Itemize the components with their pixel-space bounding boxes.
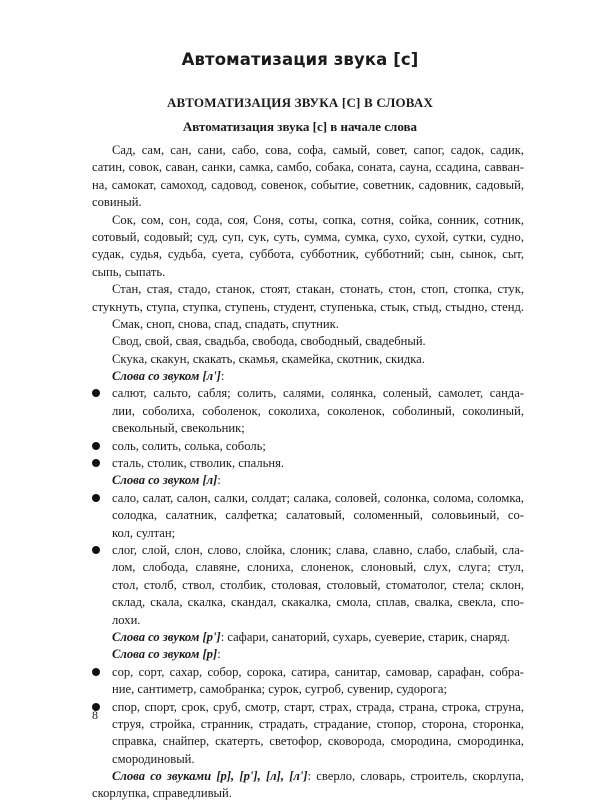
text-line: Сок, сом, сон, сода, соя, Соня, соты, сопка, сотня, сойка, сонник, сотник, (112, 212, 524, 227)
document-body (92, 142, 524, 803)
text-line: сатин, совок, саван, санки, самка, самбо, собака, соната, сауна, ссадина, савван- (92, 160, 524, 175)
text-line: лом, слобода, славяне, слониха, слоненок, слоновый, слух, слуга; стул, (112, 560, 524, 575)
text-line: свекольный, свекольник; (112, 421, 245, 436)
group-label: Слова со звуком [л] (112, 473, 218, 488)
text-line: струя, стройка, странник, страдать, страдание, стопор, сторона, сторонка, (112, 716, 524, 731)
bullet-text: соль, солить, солька, соболь; (112, 438, 266, 453)
text-line: смородиновый. (112, 751, 195, 766)
text-line: Свод, свой, свая, свадьба, свобода, свободный, свадебный. (112, 334, 426, 349)
bullet-item (92, 699, 524, 716)
text-line: Смак, сноп, снова, спад, спадать, спутник. (112, 316, 339, 331)
text-line: лохи. (112, 612, 141, 627)
text-line: судак, судья, судьба, суета, суббота, субботник, субботний; сын, сынок, сыт, (92, 247, 524, 262)
text-line: совиный. (92, 195, 142, 210)
bullet-dot-icon (92, 442, 100, 450)
group-label: Слова со звуком [р'] (112, 629, 221, 644)
group-inline-text: сафари, санаторий, сухарь, суеверие, старик, снаряд. (227, 629, 510, 644)
bullet-text: сталь, столик, стволик, спальня. (112, 456, 285, 471)
group-label-suffix: : (217, 647, 221, 662)
bullet-item (92, 664, 524, 681)
page-title: Автоматизация звука [с] (181, 50, 419, 69)
text-line: Скука, скакун, скакать, скамья, скамейка, скотник, скидка. (112, 351, 425, 366)
bullet-text: спор, спорт, срок, сруб, смотр, старт, страх, страда, страна, строка, струна, (112, 699, 524, 714)
text-line: стукнуть, ступа, ступка, ступень, студент, ступенька, стык, стыд, стыдно, стенд. (92, 299, 524, 314)
page-number: 8 (92, 708, 98, 722)
text-line: кол, султан; (112, 525, 176, 540)
bullet-dot-icon (92, 389, 100, 397)
group-label-suffix: : (220, 629, 225, 644)
group-label-line (92, 768, 524, 785)
text-line: сотовый, содовый; суд, суп, сук, суть, сумма, сумка, сухо, сухой, сутки, судно, (92, 229, 524, 244)
bullet-text: сор, сорт, сахар, собор, сорока, сатира, санитар, самовар, сарафан, собра- (112, 664, 524, 679)
bullet-item (92, 438, 524, 455)
text-line: склад, скала, скалка, скандал, скакалка, смола, сплав, свалка, свекла, спо- (112, 595, 524, 610)
bullet-dot-icon (92, 459, 100, 467)
group-label-line (92, 629, 524, 646)
group-label-suffix: : (217, 473, 221, 488)
group-label-line (92, 368, 524, 385)
text-line: Стан, стая, стадо, станок, стоят, стакан, стонать, стон, стоп, стопка, стук, (112, 282, 524, 297)
group-label-suffix: : (307, 769, 312, 784)
text-line: скорлупка, справедливый. (92, 786, 232, 801)
bullet-item (92, 385, 524, 402)
group-label: Слова со звуком [л'] (112, 369, 221, 384)
text-line: солодка, салатник, салфетка; салатовый, соломенный, соловьиный, со- (112, 508, 524, 523)
text-line: ние, сантиметр, самобранка; сурок, сугроб, сувенир, судорога; (112, 682, 447, 697)
text-line: на, самокат, самоход, садовод, совенок, событие, советник, садовник, садовый, (92, 177, 524, 192)
text-line: Сад, сам, сан, сани, сабо, сова, софа, самый, совет, сапог, садок, садик, (112, 143, 524, 157)
section-heading: АВТОМАТИЗАЦИЯ ЗВУКА [С] В СЛОВАХ (166, 95, 434, 110)
bullet-item (92, 542, 524, 559)
bullet-text: сало, салат, салон, салки, солдат; салака, соловей, солонка, солома, соломка, (112, 490, 524, 505)
bullet-text: салют, сальто, сабля; солить, салями, солянка, соленый, самолет, санда- (112, 386, 524, 401)
bullet-dot-icon (92, 668, 100, 676)
bullet-item (92, 455, 524, 472)
group-inline-text: сверло, словарь, строитель, скорлупа, (316, 769, 524, 784)
text-line: справка, снайпер, скатерть, светофор, сковорода, смородина, смородинка, (112, 734, 524, 749)
group-label: Слова со звуками [р], [р'], [л], [л'] (112, 769, 308, 784)
subsection-heading: Автоматизация звука [с] в начале слова (182, 119, 418, 134)
bullet-dot-icon (92, 546, 100, 554)
bullet-dot-icon (92, 494, 100, 502)
group-label-line (92, 472, 524, 489)
group-label: Слова со звуком [р] (112, 647, 218, 662)
bullet-item (92, 490, 524, 507)
group-label-suffix: : (220, 369, 225, 384)
bullet-text: слог, слой, слон, слово, слойка, слоник; слава, славно, слабо, слабый, сла- (112, 542, 524, 557)
group-label-line (92, 646, 524, 663)
text-line: сыпь, сыпать. (92, 264, 166, 279)
text-line: стол, столб, ствол, столбик, столовая, столовый, стоматолог, стела; склон, (112, 577, 524, 592)
text-line: лии, соболиха, соболенок, соколиха, соколенок, соболиный, соколиный, (112, 403, 524, 418)
